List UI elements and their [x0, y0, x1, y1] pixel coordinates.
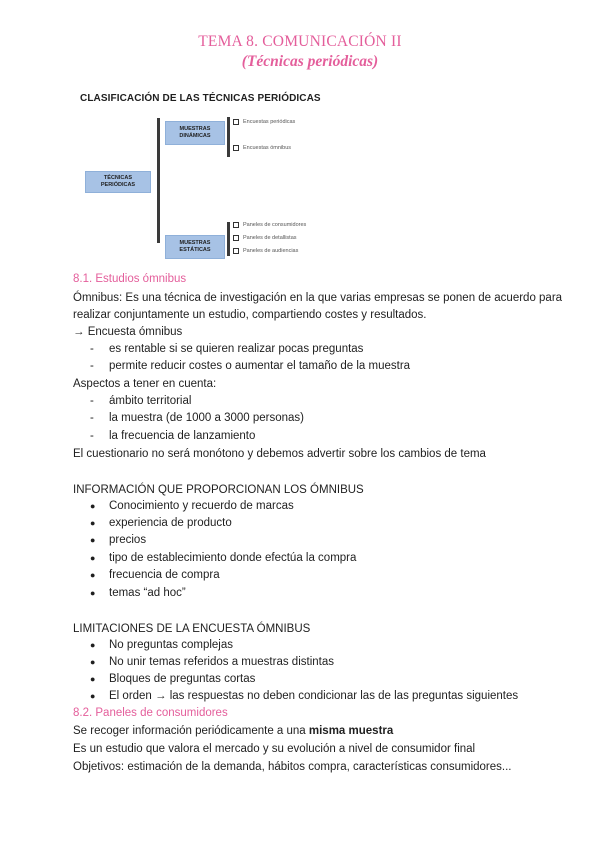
bullet-item-text: frecuencia de compra [109, 569, 220, 581]
checkbox-square-icon [233, 222, 239, 228]
line-text: Se recoger información periódicamente a una [73, 725, 309, 737]
bullet-icon: ● [90, 674, 96, 684]
bullet-icon: ● [90, 640, 96, 650]
dynamic-item [233, 145, 291, 151]
dynamic-box [165, 121, 225, 145]
dash-item-text: la frecuencia de lanzamiento [109, 430, 256, 442]
dynamic-item-label: Encuestas ómnibus [243, 145, 291, 151]
dash-item [90, 360, 410, 372]
tree-connector [157, 118, 160, 243]
dynamic-bracket [227, 117, 230, 157]
static-item-label: Paneles de consumidores [243, 222, 307, 228]
bullet-item-text: temas “ad hoc” [109, 587, 186, 599]
bullet-icon: ● [90, 657, 96, 667]
paragraph-line: Ómnibus: Es una técnica de investigación en la que varias empresas se ponen de acuerdo para [73, 292, 563, 304]
bullet-icon: ● [90, 518, 96, 528]
bullet-item-text: No unir temas referidos a muestras distintas [109, 656, 334, 668]
bullet-item-text: El orden → las respuestas no deben condicionar las de las preguntas siguientes [109, 690, 519, 702]
section-heading-8-1: 8.1. Estudios ómnibus [73, 273, 187, 285]
bullet-icon: ● [90, 570, 96, 580]
bullet-item [90, 534, 146, 546]
bullet-item [90, 517, 232, 529]
dash-item-text: permite reducir costes o aumentar el tamaño de la muestra [109, 360, 411, 372]
bullet-item [90, 552, 356, 564]
dynamic-line-1: MUESTRAS [179, 126, 211, 132]
dynamic-line-2: DINÁMICAS [179, 133, 211, 139]
bullet-item-text: tipo de establecimiento donde efectúa la compra [109, 552, 357, 564]
dash-item [90, 412, 304, 424]
aspects-heading: Aspectos a tener en cuenta: [73, 378, 217, 390]
bullet-icon: ● [90, 691, 96, 701]
dash-item-text: la muestra (de 1000 a 3000 personas) [109, 412, 304, 424]
bullet-icon: ● [90, 535, 96, 545]
static-box [165, 235, 225, 259]
static-item [233, 222, 306, 228]
paragraph-line: Objetivos: estimación de la demanda, hábitos compra, características consumidores... [73, 761, 512, 773]
dash-item-text: es rentable si se quieren realizar pocas preguntas [109, 343, 364, 355]
arrow-line: → Encuesta ómnibus [73, 326, 183, 338]
paragraph-line: Es un estudio que valora el mercado y su evolución a nivel de consumidor final [73, 743, 476, 755]
dynamic-item-label: Encuestas periódicas [243, 119, 296, 125]
bullet-item [90, 639, 233, 651]
page-title: TEMA 8. COMUNICACIÓN II [198, 33, 402, 50]
bullet-item [90, 569, 220, 581]
bullet-item [90, 656, 334, 668]
bullet-item-text: Bloques de preguntas cortas [109, 673, 256, 685]
info-heading: INFORMACIÓN QUE PROPORCIONAN LOS ÓMNIBUS [73, 484, 364, 496]
dash-marker: - [90, 343, 94, 355]
paragraph-line [73, 722, 393, 740]
dynamic-item [233, 119, 295, 125]
bullet-item [90, 587, 186, 599]
bullet-item-text: precios [109, 534, 147, 546]
dash-marker: - [90, 430, 94, 442]
static-line-1: MUESTRAS [179, 240, 211, 246]
dash-marker: - [90, 360, 94, 372]
bullet-icon: ● [90, 501, 96, 511]
closing-line: El cuestionario no será monótono y debemos advertir sobre los cambios de tema [73, 448, 486, 460]
root-line-1: TÉCNICAS [103, 175, 133, 181]
static-item-label: Paneles de audiencias [243, 248, 299, 254]
dash-item [90, 430, 255, 442]
dash-marker: - [90, 412, 94, 424]
dash-item-text: ámbito territorial [109, 395, 192, 407]
bullet-item-text: Conocimiento y recuerdo de marcas [109, 500, 294, 512]
static-line-2: ESTÁTICAS [179, 247, 211, 253]
page-subtitle: (Técnicas periódicas) [241, 53, 379, 70]
root-line-2: PERIÓDICAS [100, 182, 136, 188]
checkbox-square-icon [233, 119, 239, 125]
bullet-item-text: No preguntas complejas [109, 639, 234, 651]
bold-phrase: misma muestra [308, 725, 394, 737]
bullet-icon: ● [90, 588, 96, 598]
checkbox-square-icon [233, 248, 239, 254]
root-box [85, 171, 151, 193]
static-item [233, 248, 298, 254]
bullet-item [90, 500, 294, 512]
paragraph-line: realizar conjuntamente un estudio, compartiendo costes y resultados. [73, 309, 427, 321]
limitations-heading: LIMITACIONES DE LA ENCUESTA ÓMNIBUS [73, 623, 311, 635]
static-item-label: Paneles de detallistas [243, 235, 297, 241]
dash-item [90, 343, 363, 355]
dash-marker: - [90, 395, 94, 407]
static-item [233, 235, 297, 241]
bullet-item [90, 673, 255, 685]
dash-item [90, 395, 191, 407]
section-heading-8-2: 8.2. Paneles de consumidores [73, 707, 228, 719]
static-bracket [227, 222, 230, 256]
checkbox-square-icon [233, 145, 239, 151]
checkbox-square-icon [233, 235, 239, 241]
bullet-item-text: experiencia de producto [109, 517, 232, 529]
bullet-icon: ● [90, 553, 96, 563]
bullet-item [90, 690, 518, 702]
diagram-title: CLASIFICACIÓN DE LAS TÉCNICAS PERIÓDICAS [80, 93, 321, 104]
